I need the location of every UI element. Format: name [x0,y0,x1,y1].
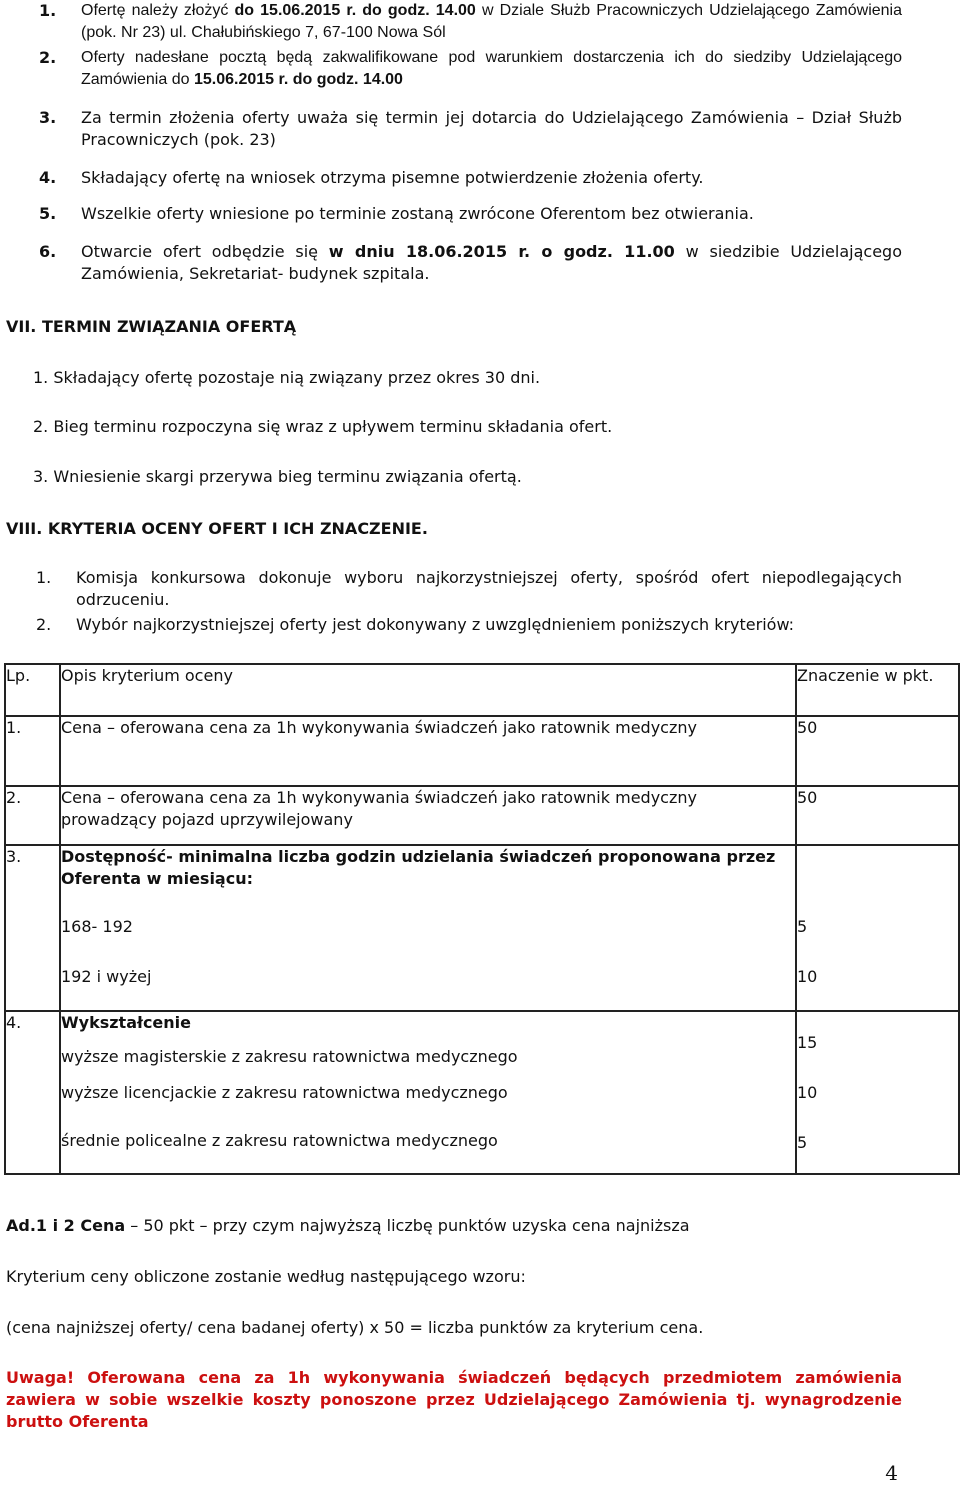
item-text: Wszelkie oferty wniesione po terminie zostaną zwrócone Oferentom bez otwierania. [81,204,754,223]
row-lp: 3. [5,845,60,1011]
row-lp: 1. [5,716,60,786]
warning-text: Oferowana cena za 1h wykonywania świadczeń będących przedmiotem zamówienia zawiera w sobie wszelkie koszty ponoszone przez Udzielającego Zamówienia tj. wynagrodzenie brutto Oferenta [6,1368,902,1431]
section-heading: VIII. KRYTERIA OCENY OFERT I ICH ZNACZENIE. [6,519,428,538]
option-label: 168- 192 [61,917,133,936]
price-note [6,1215,902,1237]
table-row [5,786,959,845]
row-points: 50 [796,786,959,845]
formula: (cena najniższej oferty/ cena badanej oferty) x 50 = liczba punktów za kryterium cena. [6,1318,704,1337]
option-points: 5 [797,1133,808,1152]
item-text: w siedzibie Udzielającego Zamówienia, Sekretariat- budynek szpitala. [81,242,902,283]
row-description: Cena – oferowana cena za 1h wykonywania świadczeń jako ratownik medyczny [60,716,796,786]
row-lp: 2. [5,786,60,845]
item-text: Oferty nadesłane pocztą będą zakwalifikowane pod warunkiem dostarczenia ich do siedziby Udzielającego Zamówienia do [81,49,902,88]
option-points: 10 [797,967,818,986]
item-number: 2. [36,615,52,634]
item-number: 2. [39,48,57,67]
price-note-text: – 50 pkt – przy czym najwyższą liczbę punktów uzyska cena najniższa [125,1216,690,1235]
header-lp: Lp. [5,664,60,716]
list-item [39,241,902,285]
section-heading: VII. TERMIN ZWIĄZANIA OFERTĄ [6,317,297,336]
list-item [39,167,902,189]
opening-date-text: w dniu 18.06.2015 r. o godz. 11.00 [328,242,675,261]
deadline-text: do 15.06.2015 r. do godz. 14.00 [234,2,476,19]
row-description: Cena – oferowana cena za 1h wykonywania świadczeń jako ratownik medyczny prowadzący pojazd uprzywilejowany [60,786,796,845]
option-label: wyższe magisterskie z zakresu ratownictwa medycznego [61,1047,518,1066]
item-number: 4. [39,168,57,187]
item-number: 1. [36,568,52,587]
option-points: 15 [797,1033,818,1052]
list-item [39,107,902,151]
table-row [5,716,959,786]
header-points: Znaczenie w pkt. [796,664,959,716]
table-row [5,845,959,1011]
page-number: 4 [885,1461,898,1485]
list-item [39,0,902,44]
option-label: 192 i wyżej [61,967,152,986]
list-item [39,47,902,91]
option-label: wyższe licencjackie z zakresu ratownictwa medycznego [61,1083,508,1102]
item-text: Ofertę należy złożyć [81,2,235,19]
list-item [36,567,902,611]
price-note-label: Ad.1 i 2 Cena [6,1216,126,1235]
header-description: Opis kryterium oceny [60,664,796,716]
item-number: 1. [39,1,57,20]
item-text: w Dziale Służb Pracowniczych Udzielającego Zamówienia (pok. Nr 23) ul. Chałubińskiego 7, 67-100 Nowa Sól [81,2,902,41]
row-description: Dostępność- minimalna liczba godzin udzielania świadczeń proponowana przez Oferenta w miesiącu: [61,847,776,888]
option-points: 10 [797,1083,818,1102]
list-item [39,203,902,225]
criteria-table [4,663,960,1175]
item-number: 6. [39,242,57,261]
list-item [36,614,902,636]
item-number: 3. [39,108,57,127]
item-text: Otwarcie ofert odbędzie się [81,242,329,261]
option-points: 5 [797,917,808,936]
item-number: 5. [39,204,57,223]
row-lp: 4. [5,1011,60,1174]
item-text: Za termin złożenia oferty uważa się termin jej dotarcia do Udzielającego Zamówienia – Dział Służb Pracowniczych (pok. 23) [81,108,902,149]
table-row [5,1011,959,1174]
table-header-row [5,664,959,716]
row-points: 50 [796,716,959,786]
warning-label: Uwaga! [6,1368,75,1387]
warning-note [6,1367,902,1433]
item-text: Składający ofertę na wniosek otrzyma pisemne potwierdzenie złożenia oferty. [81,168,704,187]
list-item: 1. Składający ofertę pozostaje nią związany przez okres 30 dni. [33,368,541,387]
row-description: Wykształcenie [61,1013,191,1032]
item-text: Wybór najkorzystniejszej oferty jest dokonywany z uwzględnieniem poniższych kryteriów: [76,615,795,634]
option-label: średnie policealne z zakresu ratownictwa medycznego [61,1131,498,1150]
list-item: 3. Wniesienie skargi przerywa bieg terminu związania ofertą. [33,467,522,486]
item-text: Komisja konkursowa dokonuje wyboru najkorzystniejszej oferty, spośród ofert niepodlegających odrzuceniu. [76,568,902,609]
deadline-text: 15.06.2015 r. do godz. 14.00 [193,71,403,88]
list-item: 2. Bieg terminu rozpoczyna się wraz z upływem terminu składania ofert. [33,417,613,436]
formula-intro: Kryterium ceny obliczone zostanie według następującego wzoru: [6,1267,526,1286]
